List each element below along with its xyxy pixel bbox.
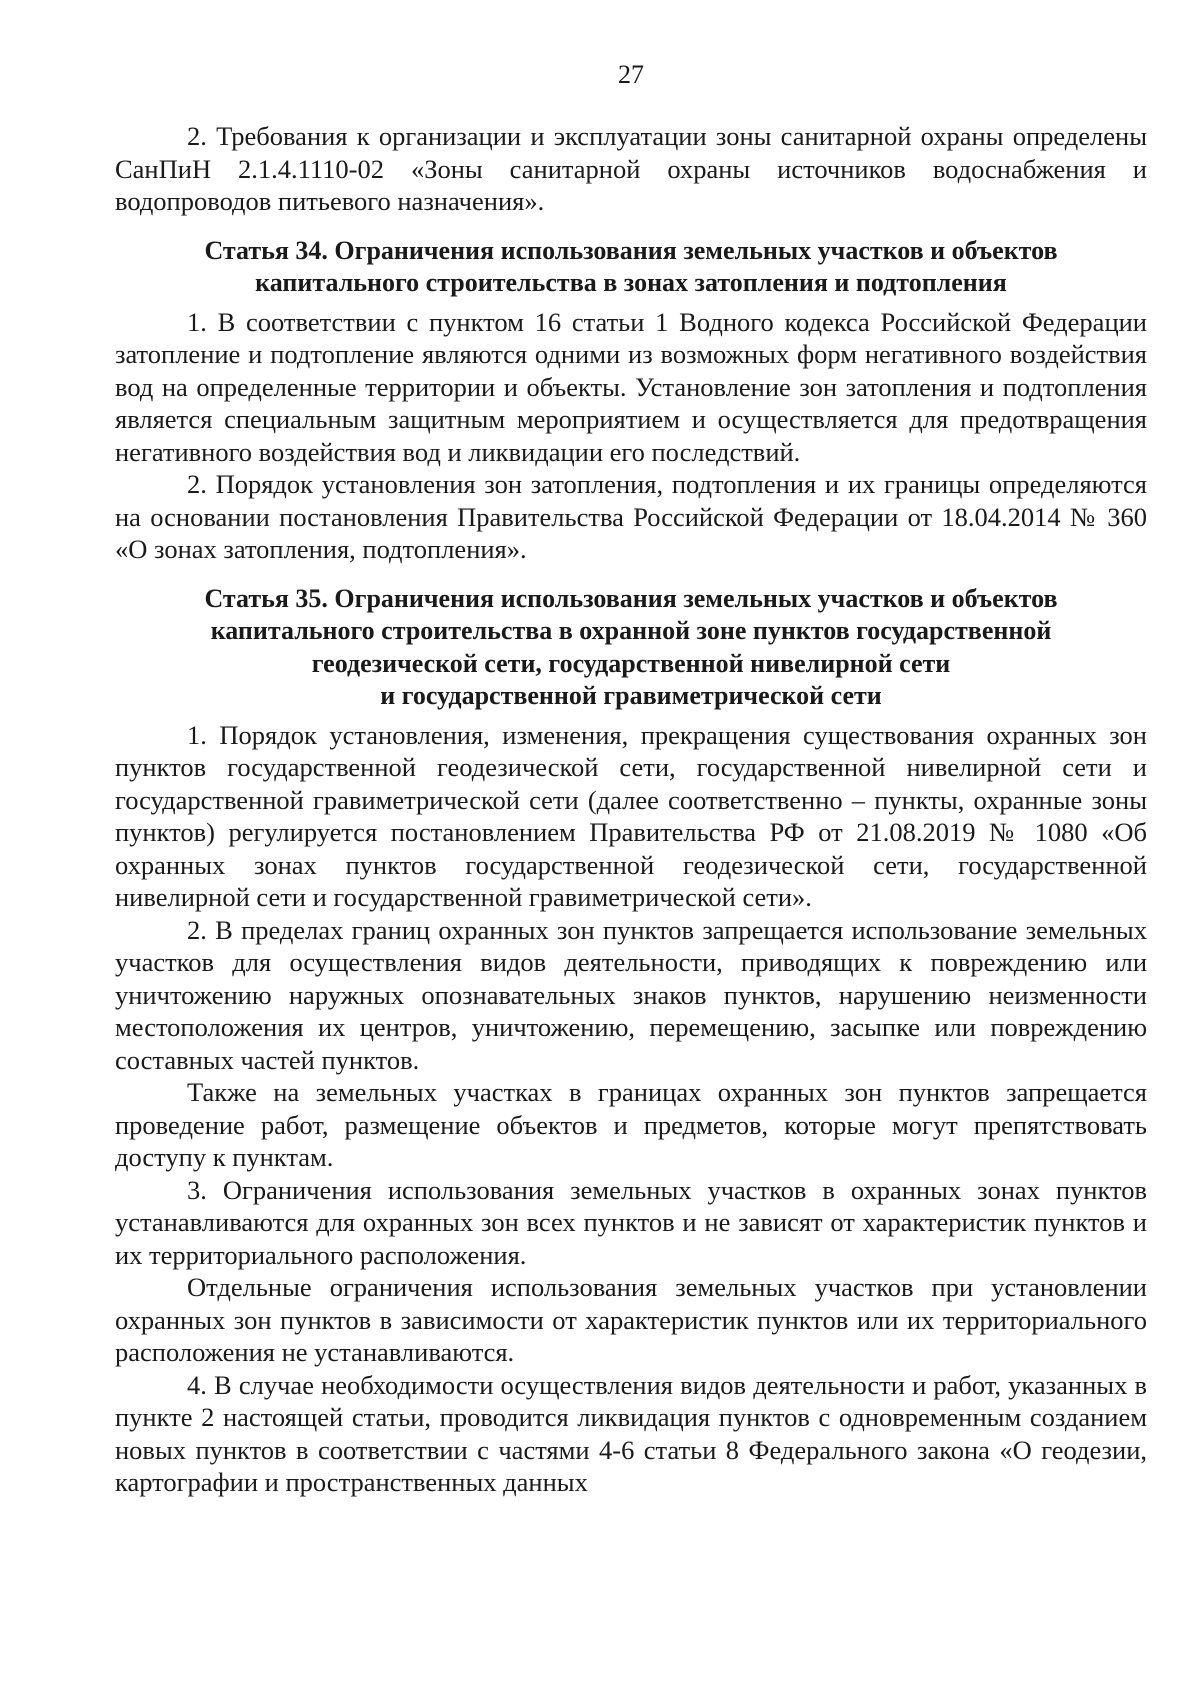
heading-line: Статья 34. Ограничения использования земельных участков и объектов [204,235,1058,265]
paragraph-35-4: 4. В случае необходимости осуществления видов деятельности и работ, указанных в пункте 2 настоящей статьи, проводится ликвидация пунктов с одновременным созданием новых пунктов в соответствии с частями 4-6 статьи 8 Федерального закона «О геодезии, картографии и пространственных данных [115,1369,1147,1497]
paragraph-35-1: 1. Порядок установления, изменения, прекращения существования охранных зон пунктов государственной геодезической сети, государственной нивелирной сети и государственной гравиметрической сети (далее соответственно – пункты, охранные зоны пунктов) регулируется постановлением Правительства РФ от 21.08.2019 № 1080 «Об охранных зонах пунктов государственной геодезической сети, государственной нивелирной сети и государственной гравиметрической сети». [115,719,1147,912]
paragraph-zso-requirements: 2. Требования к организации и эксплуатации зоны санитарной охраны определены СанПиН 2.1.4.1110-02 «Зоны санитарной охраны источников водоснабжения и водопроводов питьевого назначения». [115,121,1147,216]
paragraph-35-3: 3. Ограничения использования земельных участков в охранных зонах пунктов устанавливаются для охранных зон всех пунктов и не зависят от характеристик пунктов и их территориального расположения. [115,1174,1147,1270]
paragraph-35-2: 2. В пределах границ охранных зон пунктов запрещается использование земельных участков для осуществления видов деятельности, приводящих к повреждению или уничтожению наружных опознавательных знаков пунктов, нарушению неизменности местоположения их центров, уничтожению, перемещению, засыпке или повреждению составных частей пунктов. [115,914,1147,1075]
heading-line: капитального строительства в зонах затопления и подтопления [255,268,1007,297]
paragraph-35-2-also: Также на земельных участках в границах охранных зон пунктов запрещается проведение работ, размещение объектов и предметов, которые могут препятствовать доступу к пунктам. [115,1077,1147,1172]
article-34-heading [115,235,1147,300]
document-page [115,60,1147,1499]
paragraph-35-3-separate: Отдельные ограничения использования земельных участков при установлении охранных зон пунктов в зависимости от характеристик пунктов или их территориального расположения не устанавливаются. [115,1272,1147,1367]
page-number: 27 [618,60,644,89]
heading-line: Статья 35. Ограничения использования земельных участков и объектов [204,583,1058,613]
paragraph-34-1: 1. В соответствии с пунктом 16 статьи 1 Водного кодекса Российской Федерации затопление и подтопление являются одними из возможных форм негативного воздействия вод на определенные территории и объекты. Установление зон затопления и подтопления является специальным защитным мероприятием и осуществляется для предотвращения негативного воздействия вод и ликвидации его последствий. [115,306,1147,467]
article-35-heading [115,583,1147,713]
heading-line: капитального строительства в охранной зоне пунктов государственной [210,616,1052,645]
heading-line: и государственной гравиметрической сети [380,681,882,710]
paragraph-34-2: 2. Порядок установления зон затопления, подтопления и их границы определяются на основании постановления Правительства Российской Федерации от 18.04.2014 № 360 «О зонах затопления, подтопления». [115,469,1147,564]
heading-line: геодезической сети, государственной нивелирной сети [311,648,951,678]
